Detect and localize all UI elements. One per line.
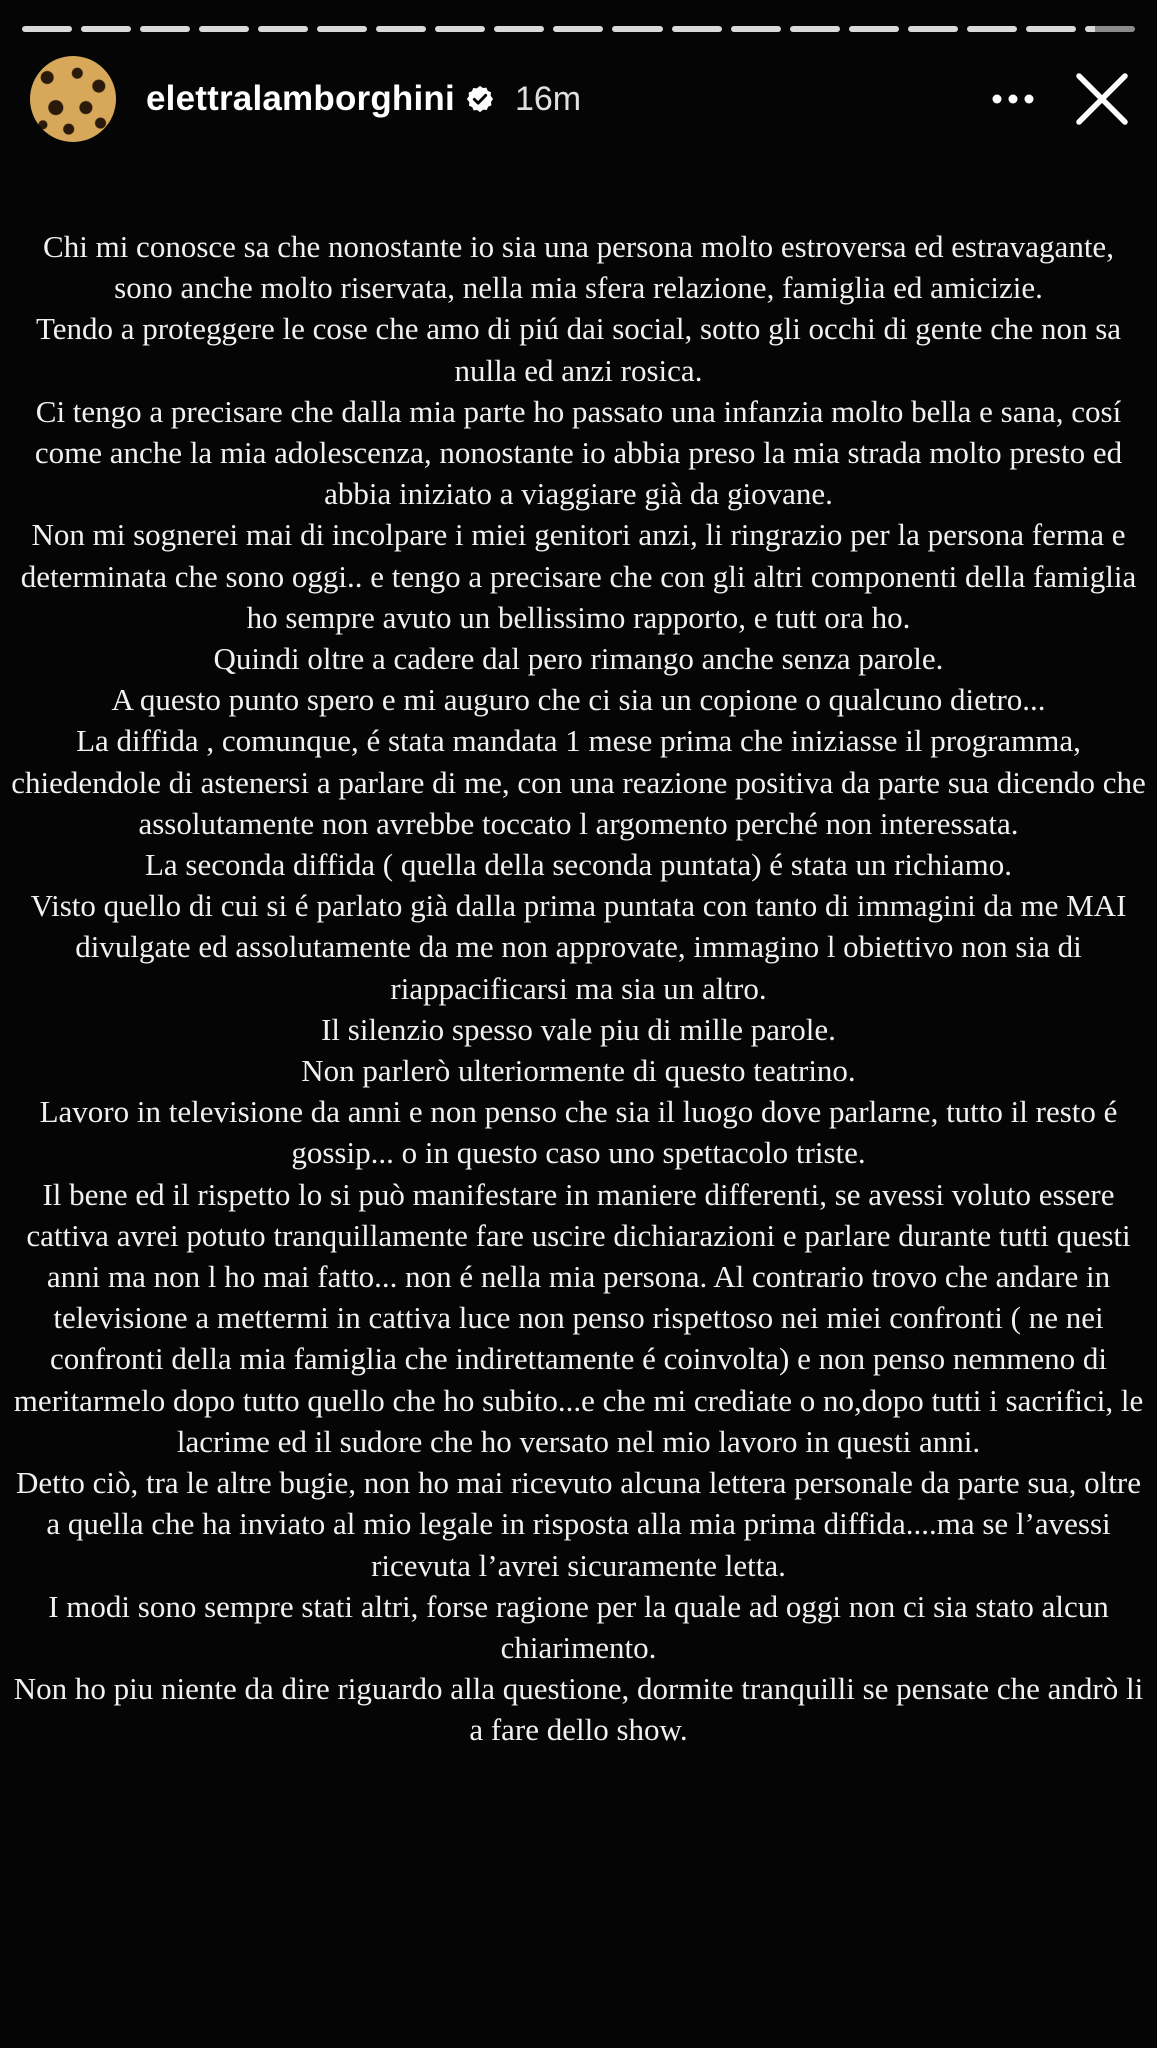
progress-segment	[494, 26, 544, 32]
progress-segment	[1026, 26, 1076, 32]
username[interactable]: elettralamborghini	[146, 79, 455, 118]
progress-segment	[435, 26, 485, 32]
progress-segment	[81, 26, 131, 32]
progress-segment	[258, 26, 308, 32]
close-icon[interactable]	[1073, 70, 1131, 128]
story-paragraph: Non mi sognerei mai di incolpare i miei genitori anzi, li ringrazio per la persona ferma e determinata che sono oggi.. e tengo a precisare che con gli altri componenti della famiglia ho sempre avuto un bellissimo rapporto, e tutt ora ho.	[20, 517, 1137, 635]
story-paragraph: A questo punto spero e mi auguro che ci sia un copione o qualcuno dietro...	[111, 682, 1046, 718]
progress-segment	[553, 26, 603, 32]
avatar[interactable]	[30, 56, 116, 142]
story-paragraph: Quindi oltre a cadere dal pero rimango anche senza parole.	[213, 641, 944, 677]
progress-segment	[612, 26, 662, 32]
story-paragraph: Non ho piu niente da dire riguardo alla questione, dormite tranquilli se pensate che andrò li a fare dello show.	[13, 1671, 1144, 1748]
story-header	[30, 56, 1131, 142]
progress-segment	[376, 26, 426, 32]
story-paragraph: Tendo a proteggere le cose che amo di piú dai social, sotto gli occhi di gente che non sa nulla ed anzi rosica.	[35, 311, 1122, 388]
progress-segment	[672, 26, 722, 32]
progress-segment	[317, 26, 367, 32]
story-paragraph: I modi sono sempre stati altri, forse ragione per la quale ad oggi non ci sia stato alcun chiarimento.	[48, 1588, 1109, 1665]
progress-segment	[849, 26, 899, 32]
story-paragraph: Visto quello di cui si é parlato già dalla prima puntata con tanto di immagini da me MAI divulgate ed assolutamente da me non approvate, immagino l obiettivo non sia di riappacificarsi ma sia un altro.	[30, 888, 1127, 1006]
story-progress-bar	[22, 26, 1135, 32]
story-paragraph: Detto ciò, tra le altre bugie, non ho mai ricevuto alcuna lettera personale da parte sua, oltre a quella che ha inviato al mio legale in risposta alla mia prima diffida....ma se l’avessi ricevuta l’avrei sicuramente letta.	[15, 1465, 1141, 1583]
verified-badge-icon	[465, 84, 495, 114]
progress-segment	[790, 26, 840, 32]
progress-segment	[22, 26, 72, 32]
story-paragraph: Il bene ed il rispetto lo si può manifestare in maniere differenti, se avessi voluto essere cattiva avrei potuto tranquillamente fare uscire dichiarazioni e parlare durante tutti questi anni ma non l ho mai fatto... non é nella mia persona. Al contrario trovo che andare in televisione a mettermi in cattiva luce non penso rispettoso nei miei confronti ( ne nei confronti della mia famiglia che indirettamente é coinvolta) e non penso nemmeno di meritarmelo dopo tutto quello che ho subito...e che mi crediate o no,dopo tutti i sacrifici, le lacrime ed il sudore che ho versato nel mio lavoro in questi anni.	[13, 1176, 1144, 1459]
story-paragraph: La seconda diffida ( quella della seconda puntata) é stata un richiamo.	[144, 847, 1013, 883]
progress-segment	[967, 26, 1017, 32]
progress-segment	[731, 26, 781, 32]
story-paragraph: La diffida , comunque, é stata mandata 1 mese prima che iniziasse il programma, chiedendole di astenersi a parlare di me, con una reazione positiva da parte sua dicendo che assolutamente non avrebbe toccato l argomento perché non interessata.	[11, 723, 1146, 841]
progress-segment	[1085, 26, 1135, 32]
story-text	[10, 226, 1147, 1751]
post-time: 16m	[514, 79, 582, 118]
progress-segment	[908, 26, 958, 32]
story-paragraph: Non parlerò ulteriormente di questo teatrino.	[301, 1053, 856, 1089]
story-paragraph: Ci tengo a precisare che dalla mia parte ho passato una infanzia molto bella e sana, cosí come anche la mia adolescenza, nonostante io abbia preso la mia strada molto presto ed abbia iniziato a viaggiare già da giovane.	[34, 393, 1123, 512]
story-paragraph: Lavoro in televisione da anni e non penso che sia il luogo dove parlarne, tutto il resto é gossip... o in questo caso uno spettacolo triste.	[39, 1094, 1118, 1171]
progress-segment	[199, 26, 249, 32]
story-paragraph: Il silenzio spesso vale piu di mille parole.	[321, 1011, 836, 1047]
progress-segment	[140, 26, 190, 32]
story-paragraph: Chi mi conosce sa che nonostante io sia una persona molto estroversa ed estravagante, sono anche molto riservata, nella mia sfera relazione, famiglia ed amicizie.	[43, 229, 1114, 306]
more-dots-icon[interactable]	[989, 75, 1037, 123]
